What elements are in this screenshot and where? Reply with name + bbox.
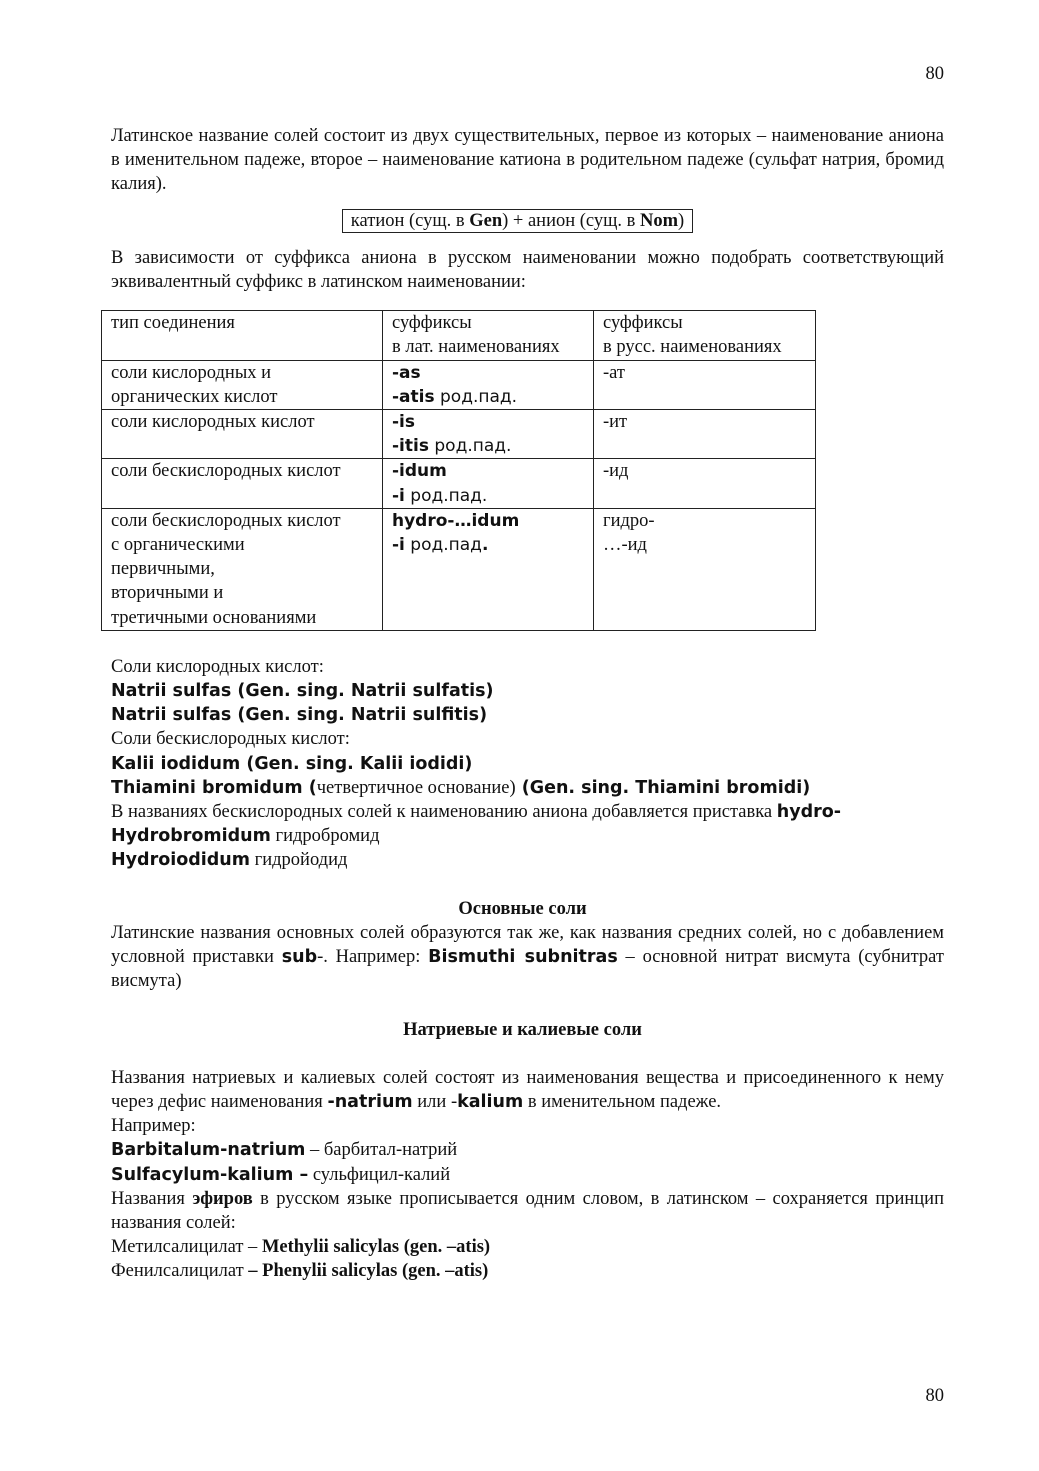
formula-nom: Nom <box>640 210 679 231</box>
page-number-top: 80 <box>925 64 944 84</box>
formula-block <box>91 209 944 233</box>
cell-type: соли кислородных кислот <box>102 410 383 459</box>
formula-text: ) + анион (сущ. в <box>502 210 640 231</box>
suffix-intro-paragraph: В зависимости от суффикса аниона в русском наименовании можно подобрать соответствующий эквивалентный суффикс в латинском наименовании: <box>111 247 944 293</box>
header-rus: суффиксы в русс. наименованиях <box>594 311 816 360</box>
cell-rus: гидро- …-ид <box>594 508 816 630</box>
page-number-bottom: 80 <box>925 1386 944 1406</box>
formula-box <box>342 209 693 233</box>
example-line: Hydrobromidum гидробромид <box>111 826 380 847</box>
cell-rus: -ит <box>594 410 816 459</box>
cell-rus: -ид <box>594 459 816 508</box>
example-line: Natrii sulfas (Gen. sing. Natrii sulfitis) <box>111 705 488 726</box>
basic-paragraph: Латинские названия основных солей образуются так же, как названия средних солей, но с добавлением условной приставки sub-. Например: Bismuthi subnitras – основной нитрат висмута (субнитрат висмута) <box>111 922 945 992</box>
example-line: Sulfacylum-kalium – сульфицил-калий <box>111 1164 451 1185</box>
cell-type: соли кислородных и органических кислот <box>102 360 383 409</box>
section-heading-basic: Основные соли <box>458 898 587 919</box>
cell-type: соли бескислородных кислот <box>102 459 383 508</box>
formula-gen: Gen <box>469 210 503 231</box>
ester-paragraph: Названия эфиров в русском языке прописывается одним словом, в латинском – сохраняется принцип названия солей: <box>111 1188 944 1233</box>
suffix-table <box>101 310 816 631</box>
for-example: Например: <box>111 1116 196 1137</box>
sodium-paragraph: Названия натриевых и калиевых солей состоят из наименования вещества и присоединенного к нему через дефис наименования -natrium или -kalium в именительном падеже. <box>111 1067 944 1112</box>
cell-type: соли бескислородных кислот с органическими первичными, вторичными и третичными основаниями <box>102 508 383 630</box>
table-row <box>102 360 816 409</box>
header-type: тип соединения <box>102 311 383 360</box>
table-row <box>102 410 816 459</box>
cell-lat: -is -itis род.пад. <box>383 410 594 459</box>
table-row <box>102 508 816 630</box>
cell-lat: -idum -i род.пад. <box>383 459 594 508</box>
example-line: Thiamini bromidum (четвертичное основание) (Gen. sing. Thiamini bromidi) <box>111 777 811 798</box>
section-heading-sodium: Натриевые и калиевые соли <box>403 1019 642 1040</box>
header-lat: суффиксы в лат. наименованиях <box>383 311 594 360</box>
page-content <box>111 124 944 1284</box>
cell-lat: -as -atis род.пад. <box>383 360 594 409</box>
formula-text: ) <box>678 210 685 231</box>
example-line: Метилсалицилат – Methylii salicylas (gen. –atis) <box>111 1237 491 1258</box>
hydro-paragraph: В названиях бескислородных солей к наименованию аниона добавляется приставка hydro- <box>111 802 842 823</box>
table-row <box>102 459 816 508</box>
example-line: Natrii sulfas (Gen. sing. Natrii sulfatis) <box>111 681 494 702</box>
table-header-row <box>102 311 816 360</box>
anoxy-heading: Соли бескислородных кислот: <box>111 729 350 750</box>
intro-paragraph: Латинское название солей состоит из двух существительных, первое из которых – наименование аниона в именительном падеже, второе – наименование катиона в родительном падеже (сульфат натрия, бромид калия). <box>111 126 944 195</box>
example-line: Hydroiodidum гидройодид <box>111 850 348 871</box>
example-line: Barbitalum-natrium – барбитал-натрий <box>111 1140 458 1161</box>
oxy-heading: Соли кислородных кислот: <box>111 656 324 677</box>
formula-text: катион (сущ. в <box>350 210 470 231</box>
cell-lat: hydro-…idum -i род.пад. <box>383 508 594 630</box>
cell-rus: -ат <box>594 360 816 409</box>
example-line: Kalii iodidum (Gen. sing. Kalii iodidi) <box>111 753 473 774</box>
example-line: Фенилсалицилат – Phenylii salicylas (gen. –atis) <box>111 1261 489 1282</box>
